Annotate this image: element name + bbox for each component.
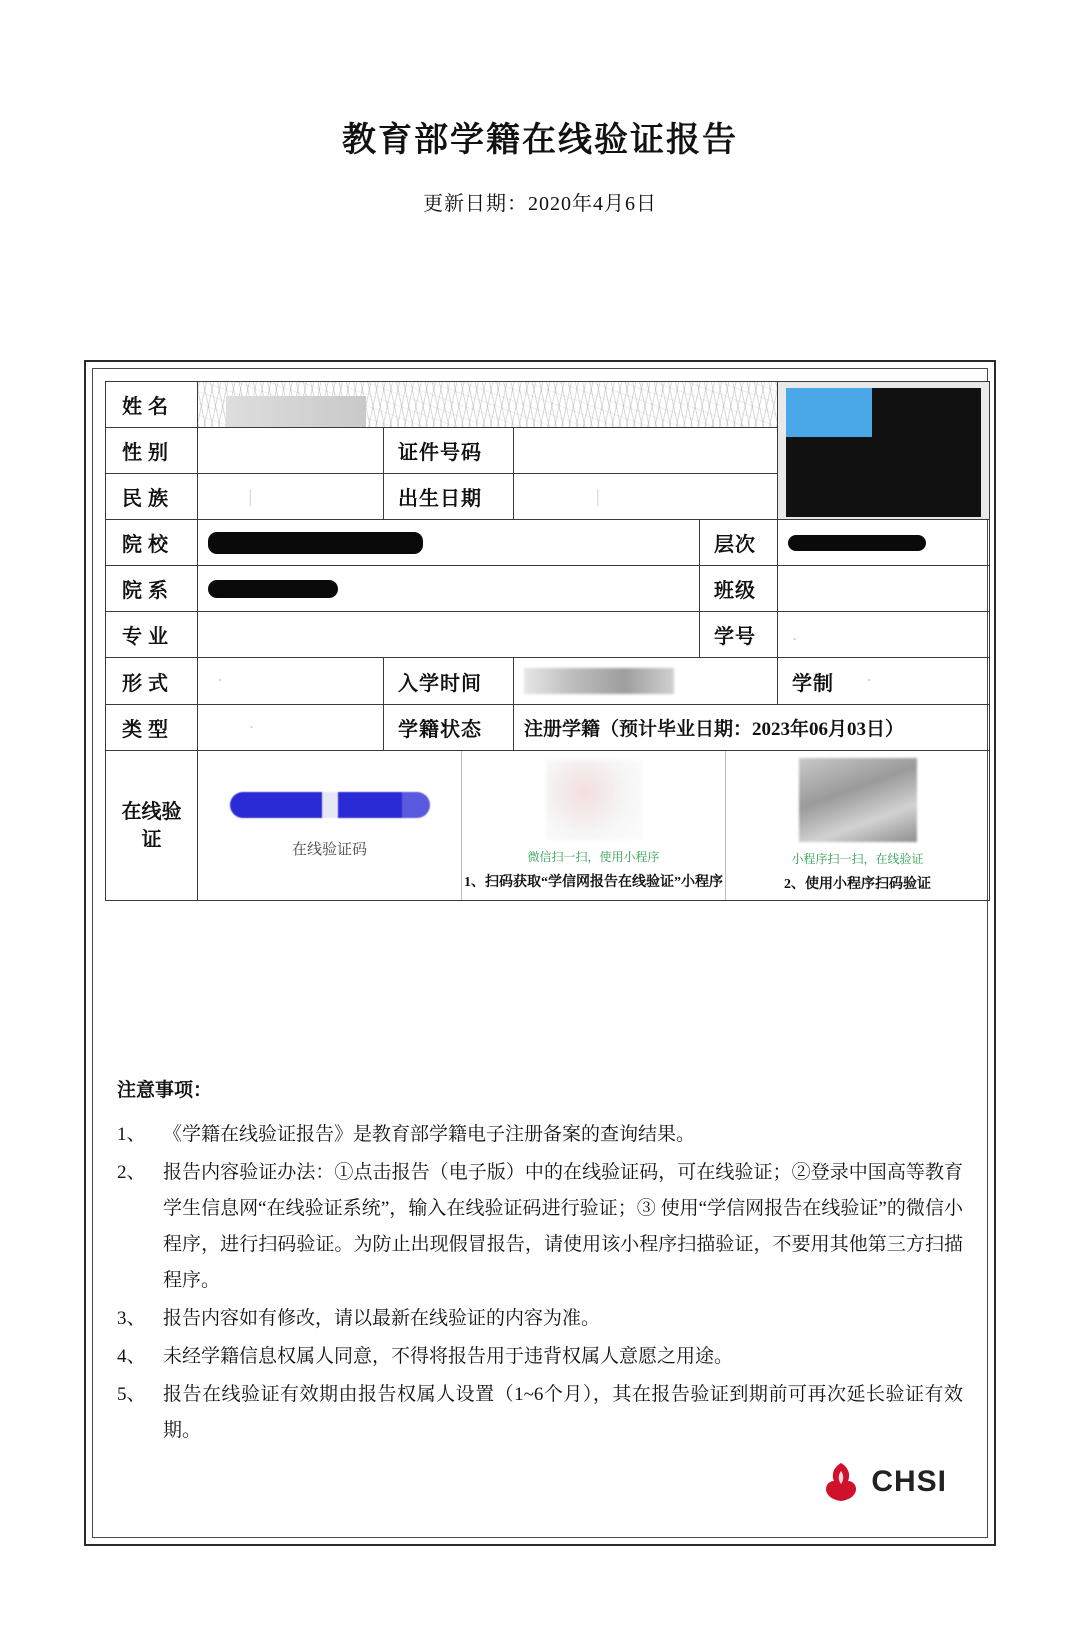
table-row <box>106 520 990 566</box>
photo-highlight <box>786 388 872 437</box>
photo <box>778 382 990 520</box>
redaction-faint: · <box>208 670 223 690</box>
type-label: 类型 <box>106 705 198 751</box>
verify-qr-column-1 <box>461 751 725 900</box>
ethnicity-value <box>198 474 384 520</box>
gender-label: 性别 <box>106 428 198 474</box>
chsi-logo <box>821 1461 947 1503</box>
redaction-block <box>226 396 366 428</box>
ethnicity-label: 民族 <box>106 474 198 520</box>
level-value <box>778 520 990 566</box>
class-label: 班级 <box>700 566 778 612</box>
note-number: 4、 <box>117 1346 146 1367</box>
class-value <box>778 566 990 612</box>
student-id-value <box>778 612 990 658</box>
redaction-faint: · <box>208 716 255 737</box>
department-value <box>198 566 700 612</box>
level-label: 层次 <box>700 520 778 566</box>
notes-section <box>117 1073 963 1451</box>
list-item <box>117 1301 963 1337</box>
note-number: 5、 <box>117 1384 146 1405</box>
page-title: 教育部学籍在线验证报告 <box>342 122 738 159</box>
qr-code-icon[interactable] <box>546 760 642 840</box>
form-value <box>198 658 384 705</box>
verification-code-caption: 在线验证码 <box>291 842 367 858</box>
verify-qr-column-2 <box>725 751 989 900</box>
department-label: 院系 <box>106 566 198 612</box>
redaction-faint: · <box>866 670 872 690</box>
note-text: 《学籍在线验证报告》是教育部学籍电子注册备案的查询结果。 <box>163 1124 696 1145</box>
report-frame-inner <box>92 368 988 1538</box>
note-text: 报告内容验证办法：①点击报告（电子版）中的在线验证码，可在线验证；②登录中国高等教育学生信息网“在线验证系统”，输入在线验证码进行验证；③ 使用“学信网报告在线验证”的微信小程序，进行扫码验证。为防止出现假冒报告，请使用该小程序扫描验证，不要用其他第三方扫描程序。 <box>163 1162 963 1291</box>
note-text: 报告在线验证有效期由报告权属人设置（1~6个月），其在报告验证到期前可再次延长验证有效期。 <box>163 1384 963 1441</box>
type-value <box>198 705 384 751</box>
verify-step-1: 1、扫码获取“学信网报告在线验证”小程序 <box>464 875 723 890</box>
verify-step-2: 2、使用小程序扫码验证 <box>784 877 931 892</box>
online-verify-body <box>198 751 990 901</box>
id-number-value <box>514 428 778 474</box>
student-info-table <box>105 381 990 901</box>
name-label: 姓名 <box>106 382 198 428</box>
school-value <box>198 520 700 566</box>
update-date: 更新日期：2020年4月6日 <box>423 193 657 215</box>
notes-title: 注意事项： <box>117 1080 213 1101</box>
redaction-block <box>788 535 926 551</box>
duration-wrap <box>778 658 990 705</box>
status-value: 注册学籍（预计毕业日期：2023年06月03日） <box>514 705 990 751</box>
school-label: 院校 <box>106 520 198 566</box>
redaction-block <box>208 532 423 554</box>
chsi-logo-text: CHSI <box>871 1465 947 1498</box>
note-number: 3、 <box>117 1308 146 1329</box>
name-value <box>198 382 778 428</box>
birth-date-value <box>514 474 778 520</box>
online-verify-label: 在线验证 <box>106 751 198 901</box>
redaction-faint: | <box>208 485 253 506</box>
report-page <box>0 112 1080 1630</box>
table-row-verify <box>106 751 990 901</box>
enrollment-label: 入学时间 <box>384 658 514 705</box>
status-label: 学籍状态 <box>384 705 514 751</box>
major-value <box>198 612 700 658</box>
table-row <box>106 658 990 705</box>
note-number: 1、 <box>117 1124 146 1145</box>
note-text: 报告内容如有修改，请以最新在线验证的内容为准。 <box>163 1308 601 1329</box>
redaction-block <box>208 580 338 598</box>
enrollment-value <box>514 658 778 705</box>
list-item <box>117 1155 963 1299</box>
list-item <box>117 1339 963 1375</box>
note-text: 未经学籍信息权属人同意，不得将报告用于违背权属人意愿之用途。 <box>163 1346 734 1367</box>
duration-label: 学制 <box>792 672 834 695</box>
student-id-label: 学号 <box>700 612 778 658</box>
birth-date-label: 出生日期 <box>384 474 514 520</box>
table-row <box>106 382 990 428</box>
table-row <box>106 566 990 612</box>
table-row <box>106 612 990 658</box>
redaction-faint: . <box>788 623 797 644</box>
table-row <box>106 705 990 751</box>
chsi-bird-icon <box>821 1461 861 1503</box>
verify-code-column <box>198 751 461 900</box>
id-number-label: 证件号码 <box>384 428 514 474</box>
redaction-blur <box>524 668 674 694</box>
redaction-faint: | <box>524 485 600 506</box>
major-label: 专业 <box>106 612 198 658</box>
photo-image <box>786 388 981 517</box>
qr-code-icon[interactable] <box>799 758 917 842</box>
form-label: 形式 <box>106 658 198 705</box>
note-number: 2、 <box>117 1162 146 1183</box>
verification-code-bar[interactable] <box>230 792 430 818</box>
duration-value <box>856 658 989 704</box>
miniprogram-scan-note: 小程序扫一扫，在线验证 <box>791 852 924 866</box>
report-frame <box>84 360 996 1546</box>
list-item <box>117 1377 963 1449</box>
wechat-scan-note: 微信扫一扫，使用小程序 <box>527 850 660 864</box>
list-item <box>117 1117 963 1153</box>
gender-value <box>198 428 384 474</box>
